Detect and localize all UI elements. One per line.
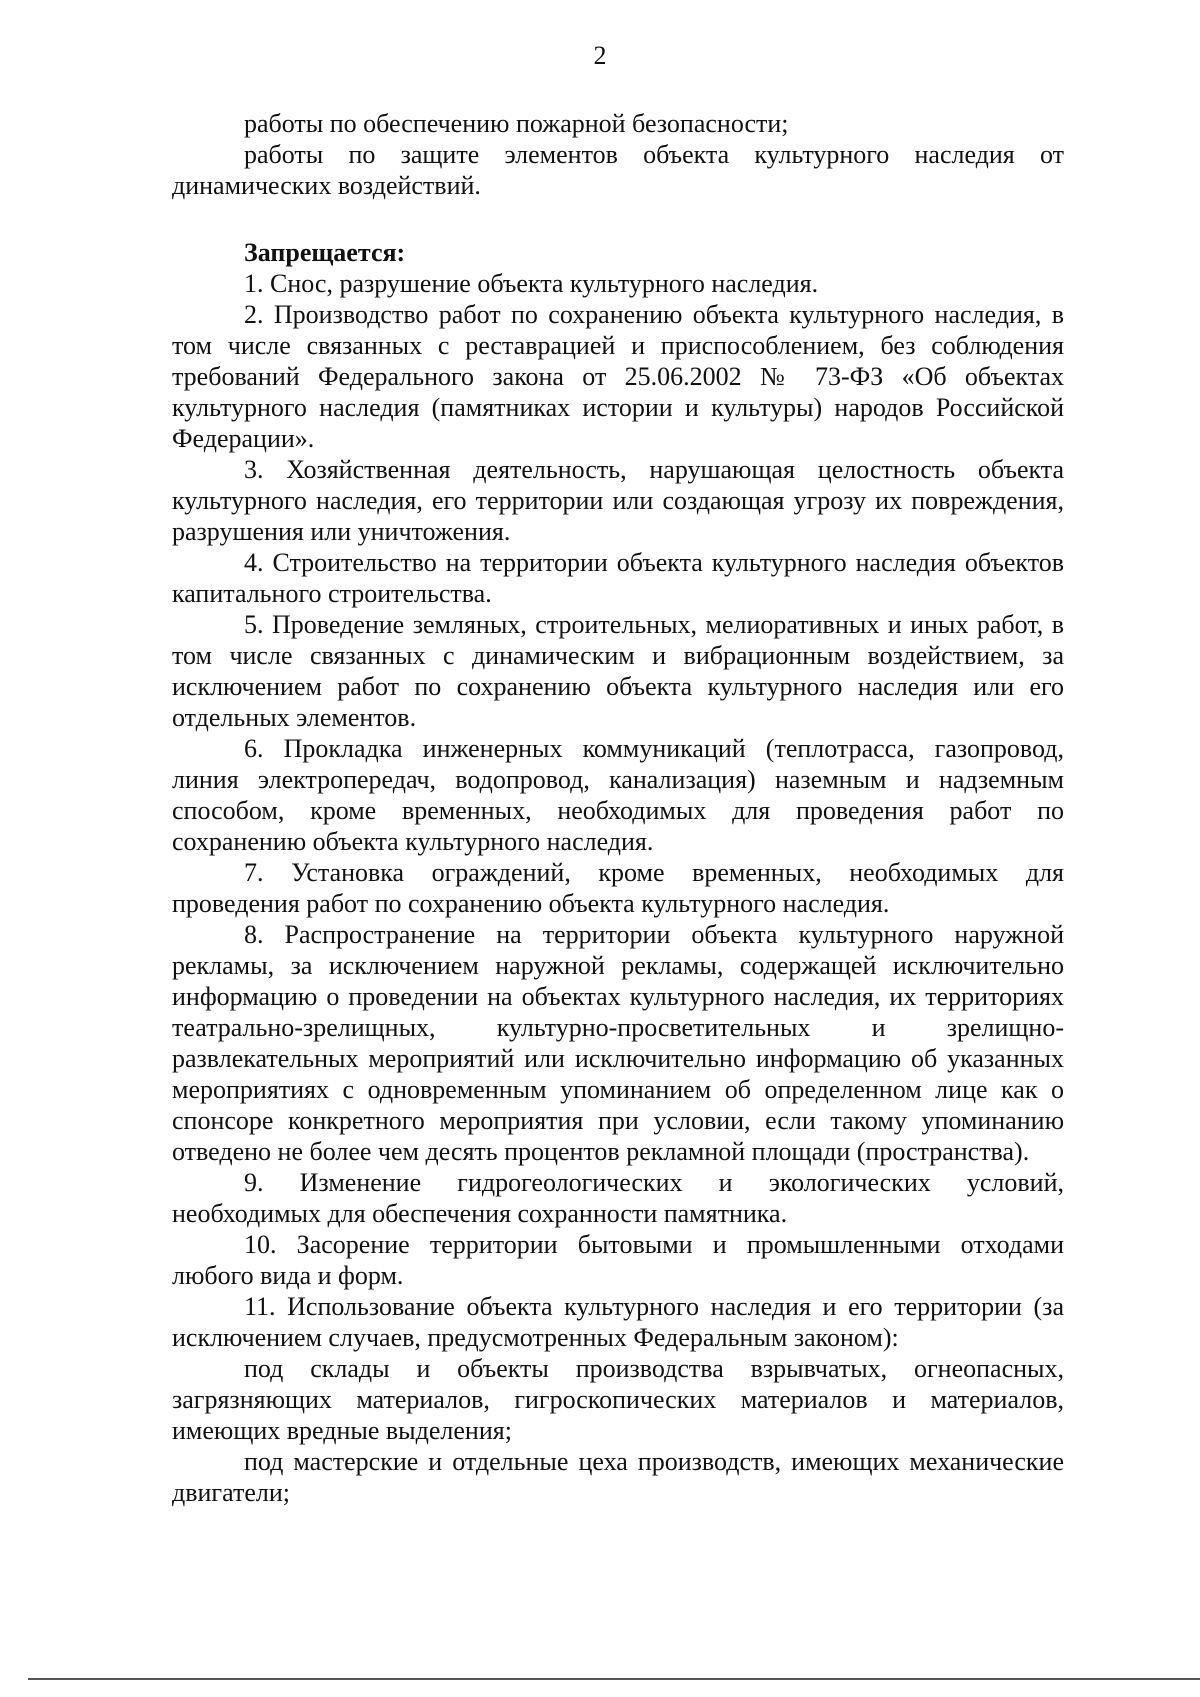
prohibited-item: 8. Распространение на территории объекта культурного наружной рекламы, за исключением наружной рекламы, содержащей исключительно информацию о проведении на объектах культурного наследия, их территориях театрально-зрелищных, культурно-просветительных и зрелищно-развлекательных мероприятий или исключительно информацию об указанных мероприятиях с одновременным упоминанием об определенном лице как о спонсоре конкретного мероприятия при условии, если такому упоминанию отведено не более чем десять процентов рекламной площади (пространства).	[172, 920, 1064, 1166]
prohibited-item: 6. Прокладка инженерных коммуникаций (теплотрасса, газопровод, линия электропередач, водопровод, канализация) наземным и надземным способом, кроме временных, необходимых для проведения работ по сохранению объекта культурного наследия.	[172, 734, 1064, 856]
prohibited-item: 11. Использование объекта культурного наследия и его территории (за исключением случаев, предусмотренных Федеральным законом):	[172, 1292, 1064, 1352]
prohibited-item: 4. Строительство на территории объекта культурного наследия объектов капитального строительства.	[172, 548, 1064, 608]
bottom-rule	[28, 1678, 1200, 1680]
prohibited-item: 10. Засорение территории бытовыми и промышленными отходами любого вида и форм.	[172, 1230, 1064, 1290]
intro-paragraph: работы по обеспечению пожарной безопасности;	[244, 109, 789, 138]
page-number: 2	[593, 41, 607, 70]
prohibited-item: 2. Производство работ по сохранению объекта культурного наследия, в том числе связанных с реставрацией и приспособлением, без соблюдения требований Федерального закона от 25.06.2002 № 73-ФЗ «Об объектах культурного наследия (памятниках истории и культуры) народов Российской Федерации».	[172, 300, 1064, 453]
intro-paragraph: работы по защите элементов объекта культурного наследия от динамических воздействий.	[172, 140, 1064, 200]
prohibited-item: 3. Хозяйственная деятельность, нарушающая целостность объекта культурного наследия, его территории или создающая угрозу их повреждения, разрушения или уничтожения.	[172, 455, 1064, 546]
document-body	[172, 108, 1064, 1508]
prohibited-item: 5. Проведение земляных, строительных, мелиоративных и иных работ, в том числе связанных с динамическим и вибрационным воздействием, за исключением работ по сохранению объекта культурного наследия или его отдельных элементов.	[172, 610, 1064, 732]
prohibited-item: 7. Установка ограждений, кроме временных, необходимых для проведения работ по сохранению объекта культурного наследия.	[172, 858, 1064, 918]
sub-item: под склады и объекты производства взрывчатых, огнеопасных, загрязняющих материалов, гигроскопических материалов и материалов, имеющих вредные выделения;	[172, 1354, 1064, 1445]
prohibited-item: 9. Изменение гидрогеологических и экологических условий, необходимых для обеспечения сохранности памятника.	[172, 1168, 1064, 1228]
prohibited-heading: Запрещается:	[244, 238, 406, 267]
prohibited-item: 1. Снос, разрушение объекта культурного наследия.	[244, 269, 819, 298]
sub-item: под мастерские и отдельные цеха производств, имеющих механические двигатели;	[172, 1447, 1064, 1507]
